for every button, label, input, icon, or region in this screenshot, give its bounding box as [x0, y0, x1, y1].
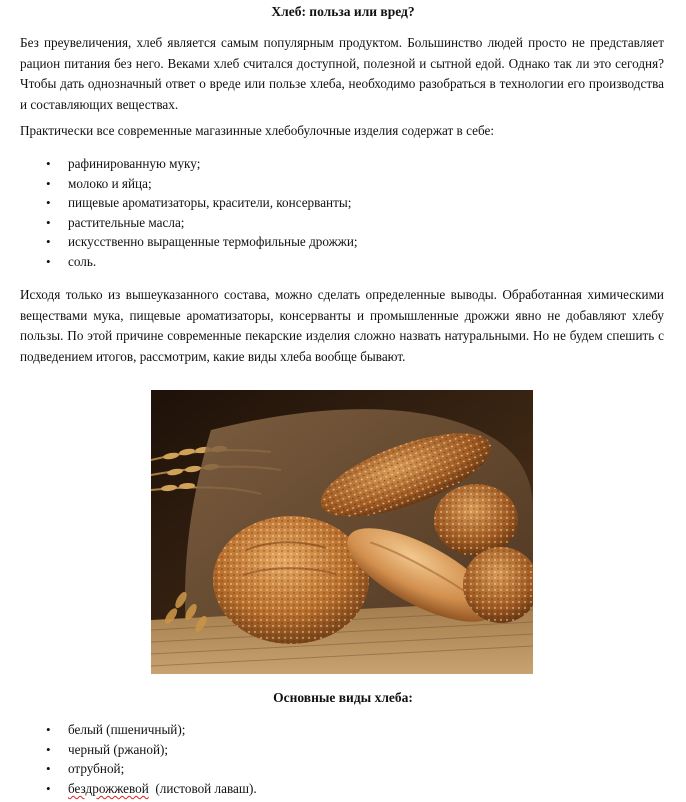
bread-types-list [46, 720, 257, 798]
document-title: Хлеб: польза или вред? [271, 4, 415, 19]
list-item: • соль. [46, 252, 358, 272]
ingredients-list [46, 154, 358, 272]
list-item: • молоко и яйца; [46, 174, 358, 194]
list-item: • пищевые ароматизаторы, красители, консерванты; [46, 193, 358, 213]
conclusion-paragraph: Исходя только из вышеуказанного состава, можно сделать определенные выводы. Обработанная химическими веществами мука, пищевые ароматизаторы, консерванты и промышленные дрожжи явно не добавляют хлебу пользы. По этой причине современные пекарские изделия сложно назвать натуральными. Но не будем спешить с подведением итогов, рассмотрим, какие виды хлеба вообще бывают. [20, 287, 664, 364]
spellcheck-word[interactable]: бездрожжевой [68, 780, 149, 796]
list-item: • рафинированную муку; [46, 154, 358, 174]
list-item: • отрубной; [46, 759, 257, 779]
list-item: • черный (ржаной); [46, 740, 257, 760]
types-heading: Основные виды хлеба: [273, 690, 413, 705]
list-item [46, 779, 257, 799]
list-item: • растительные масла; [46, 213, 358, 233]
list-item: • белый (пшеничный); [46, 720, 257, 740]
list-item-text: (листовой лаваш). [148, 780, 257, 796]
ingredients-intro-paragraph: Практически все современные магазинные хлебобулочные изделия содержат в себе: [20, 123, 495, 138]
intro-paragraph: Без преувеличения, хлеб является самым популярным продуктом. Большинство людей просто не представляет рацион питания без него. Веками хлеб считался доступной, полезной и сытной едой. Однако так ли это сегодня? Чтобы дать однозначный ответ о вреде или пользе хлеба, необходимо разобраться в технологии его производства и составляющих веществах. [20, 35, 664, 112]
bread-photo [151, 390, 533, 674]
list-item: • искусственно выращенные термофильные дрожжи; [46, 232, 358, 252]
